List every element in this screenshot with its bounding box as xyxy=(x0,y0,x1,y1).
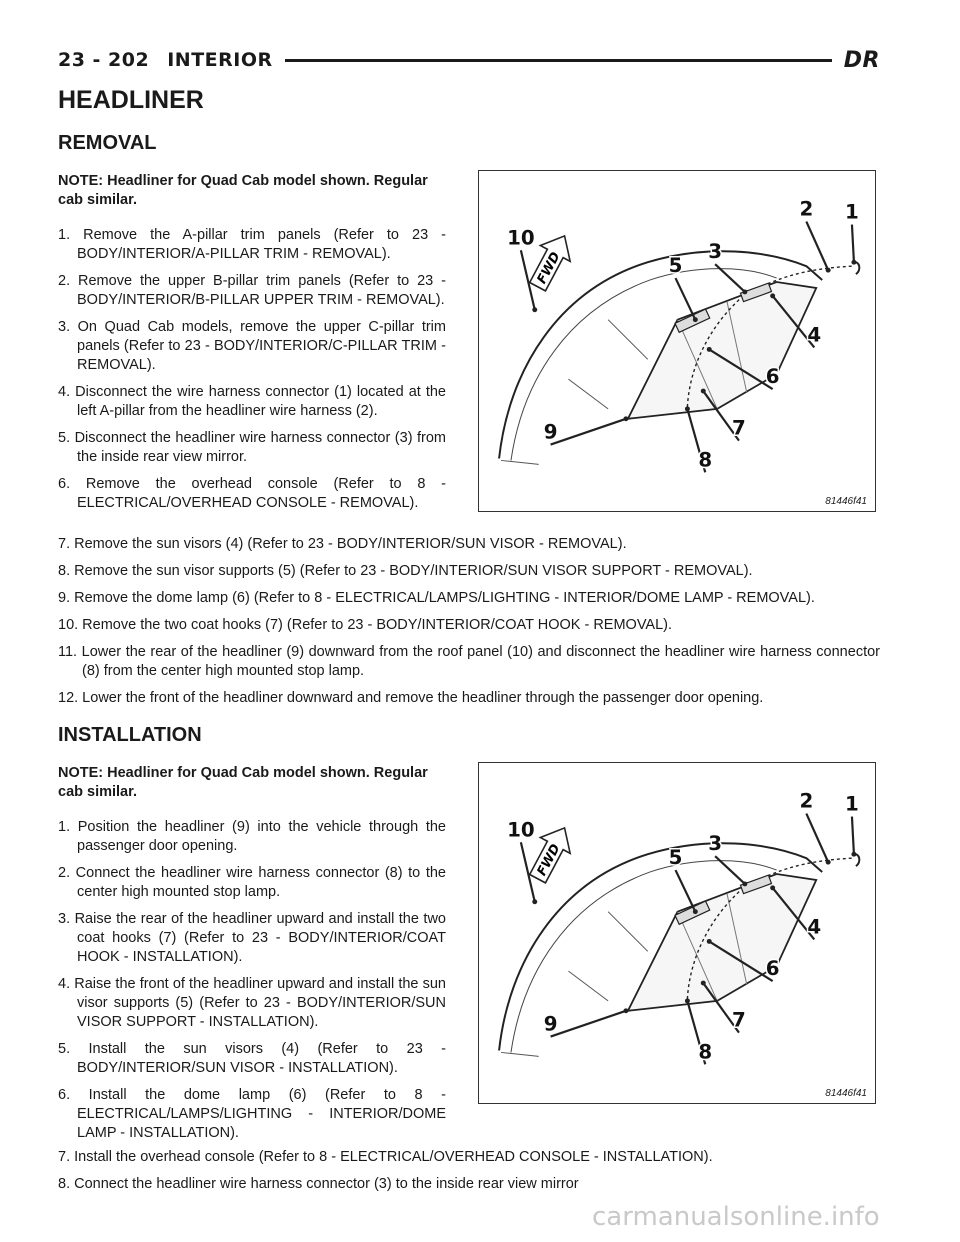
callout-tip xyxy=(851,260,856,265)
figure-id: 81446f41 xyxy=(825,496,867,507)
callout-tip xyxy=(826,860,831,865)
installation-step: 6. Install the dome lamp (6) (Refer to 8 - ELECTRICAL/LAMPS/LIGHTING - INTERIOR/DOME LAMP - INSTALLATION). xyxy=(58,1087,446,1141)
callout-leader xyxy=(806,222,828,271)
removal-step: 9. Remove the dome lamp (6) (Refer to 8 - ELECTRICAL/LAMPS/LIGHTING - INTERIOR/DOME LAMP - REMOVAL). xyxy=(58,590,815,606)
figure-id: 81446f41 xyxy=(825,1088,867,1099)
roof-ribs xyxy=(501,320,648,465)
headliner-illustration xyxy=(479,171,874,510)
removal-step: 7. Remove the sun visors (4) (Refer to 23 - BODY/INTERIOR/SUN VISOR - REMOVAL). xyxy=(58,536,627,552)
callout-tip xyxy=(742,881,747,886)
callout-tip xyxy=(532,307,537,312)
headliner-panel xyxy=(628,282,816,419)
callout-label: 4 xyxy=(807,915,822,939)
removal-steps-full xyxy=(58,535,880,716)
removal-step: 10. Remove the two coat hooks (7) (Refer to 23 - BODY/INTERIOR/COAT HOOK - REMOVAL). xyxy=(58,617,673,633)
callout-tip xyxy=(770,885,775,890)
page-header xyxy=(58,46,880,74)
callout-tip xyxy=(707,939,712,944)
headliner-drawing xyxy=(499,198,859,473)
callout-label: 2 xyxy=(799,197,814,221)
installation-step: 1. Position the headliner (9) into the vehicle through the passenger door opening. xyxy=(58,819,446,854)
callout-leader xyxy=(551,419,626,445)
callout-label: 2 xyxy=(799,789,814,813)
fwd-label: FWD xyxy=(534,841,564,879)
page-title: HEADLINER xyxy=(58,86,204,114)
removal-step: 4. Disconnect the wire harness connector (1) located at the left A-pillar from the headliner wire harness (2). xyxy=(58,384,446,419)
callout-leader xyxy=(852,817,854,855)
removal-step: 6. Remove the overhead console (Refer to 8 - ELECTRICAL/OVERHEAD CONSOLE - REMOVAL). xyxy=(58,476,446,511)
callout-tip xyxy=(701,389,706,394)
installation-step: 4. Raise the front of the headliner upward and install the sun visor supports (5) (Refer to 23 - BODY/INTERIOR/SUN VISOR SUPPORT - INSTALLATION). xyxy=(58,976,446,1030)
installation-note: NOTE: Headliner for Quad Cab model shown. Regular cab similar. xyxy=(58,765,428,800)
model-code: DR xyxy=(843,47,880,73)
callout-label: 9 xyxy=(543,1012,558,1036)
installation-steps-left xyxy=(58,818,446,1151)
removal-note: NOTE: Headliner for Quad Cab model shown. Regular cab similar. xyxy=(58,173,428,208)
installation-step: 3. Raise the rear of the headliner upward and install the two coat hooks (7) (Refer to 23 - BODY/INTERIOR/COAT HOOK - INSTALLATION). xyxy=(58,911,446,965)
callout-label: 8 xyxy=(698,1040,713,1064)
callout-label: 5 xyxy=(668,846,683,870)
headliner-panel xyxy=(628,874,816,1011)
callout-tip xyxy=(851,852,856,857)
removal-steps-left xyxy=(58,226,446,521)
callout-label: 10 xyxy=(507,226,535,250)
callout-label: 3 xyxy=(708,832,723,856)
installation-heading: INSTALLATION xyxy=(58,724,202,746)
callout-label: 3 xyxy=(708,240,723,264)
callout-label: 1 xyxy=(845,200,859,224)
page-number: 23 - 202 xyxy=(58,49,150,71)
removal-step: 11. Lower the rear of the headliner (9) downward from the roof panel (10) and disconnect the headliner wire harness connector (8) from the center high mounted stop lamp. xyxy=(58,644,880,679)
removal-step: 8. Remove the sun visor supports (5) (Refer to 23 - BODY/INTERIOR/SUN VISOR SUPPORT - REMOVAL). xyxy=(58,563,753,579)
header-rule xyxy=(285,59,832,62)
callout-tip xyxy=(693,909,698,914)
headliner-drawing xyxy=(499,790,859,1065)
callout-leader xyxy=(676,278,696,320)
removal-figure xyxy=(478,170,876,512)
callout-leader xyxy=(806,814,828,863)
removal-step: 12. Lower the front of the headliner downward and remove the headliner through the passenger door opening. xyxy=(58,690,764,706)
installation-step: 5. Install the sun visors (4) (Refer to 23 - BODY/INTERIOR/SUN VISOR - INSTALLATION). xyxy=(58,1041,446,1076)
callout-label: 1 xyxy=(845,792,859,816)
section-name: INTERIOR xyxy=(167,49,273,71)
callout-label: 6 xyxy=(765,365,780,389)
callout-leader xyxy=(715,856,745,884)
callout-label: 7 xyxy=(732,1008,746,1032)
callout-leader xyxy=(852,225,854,263)
removal-step: 3. On Quad Cab models, remove the upper C-pillar trim panels (Refer to 23 - BODY/INTERIOR/C-PILLAR TRIM - REMOVAL). xyxy=(58,319,446,373)
headliner-illustration xyxy=(479,763,874,1102)
callout-label: 4 xyxy=(807,323,822,347)
callout-tip xyxy=(685,998,690,1003)
callout-label: 8 xyxy=(698,448,713,472)
roof-ribs xyxy=(501,912,648,1057)
callout-leader xyxy=(551,1011,626,1037)
removal-heading: REMOVAL xyxy=(58,132,157,154)
callout-label: 5 xyxy=(668,254,683,278)
callout-tip xyxy=(742,289,747,294)
callout-tip xyxy=(693,317,698,322)
callout-tip xyxy=(623,1008,628,1013)
callout-tip xyxy=(623,416,628,421)
callout-label: 10 xyxy=(507,818,535,842)
removal-step: 2. Remove the upper B-pillar trim panels (Refer to 23 - BODY/INTERIOR/B-PILLAR UPPER TRIM - REMOVAL). xyxy=(58,273,446,308)
callout-leader xyxy=(676,870,696,912)
callout-label: 6 xyxy=(765,957,780,981)
removal-step: 1. Remove the A-pillar trim panels (Refer to 23 - BODY/INTERIOR/A-PILLAR TRIM - REMOVAL). xyxy=(58,227,446,262)
watermark-footer: carmanualsonline.info xyxy=(592,1202,880,1232)
callout-tip xyxy=(701,981,706,986)
installation-step: 7. Install the overhead console (Refer to 8 - ELECTRICAL/OVERHEAD CONSOLE - INSTALLATION). xyxy=(58,1149,713,1165)
callout-leader xyxy=(715,264,745,292)
installation-step: 8. Connect the headliner wire harness connector (3) to the inside rear view mirror xyxy=(58,1176,579,1192)
installation-step: 2. Connect the headliner wire harness connector (8) to the center high mounted stop lamp. xyxy=(58,865,446,900)
fwd-label: FWD xyxy=(534,249,564,287)
callout-label: 9 xyxy=(543,420,558,444)
callout-tip xyxy=(707,347,712,352)
installation-steps-full xyxy=(58,1148,880,1202)
callout-tip xyxy=(532,899,537,904)
callout-label: 7 xyxy=(732,416,746,440)
installation-figure xyxy=(478,762,876,1104)
callout-tip xyxy=(770,293,775,298)
callout-tip xyxy=(826,268,831,273)
callout-tip xyxy=(685,406,690,411)
removal-step: 5. Disconnect the headliner wire harness connector (3) from the inside rear view mirror. xyxy=(58,430,446,465)
